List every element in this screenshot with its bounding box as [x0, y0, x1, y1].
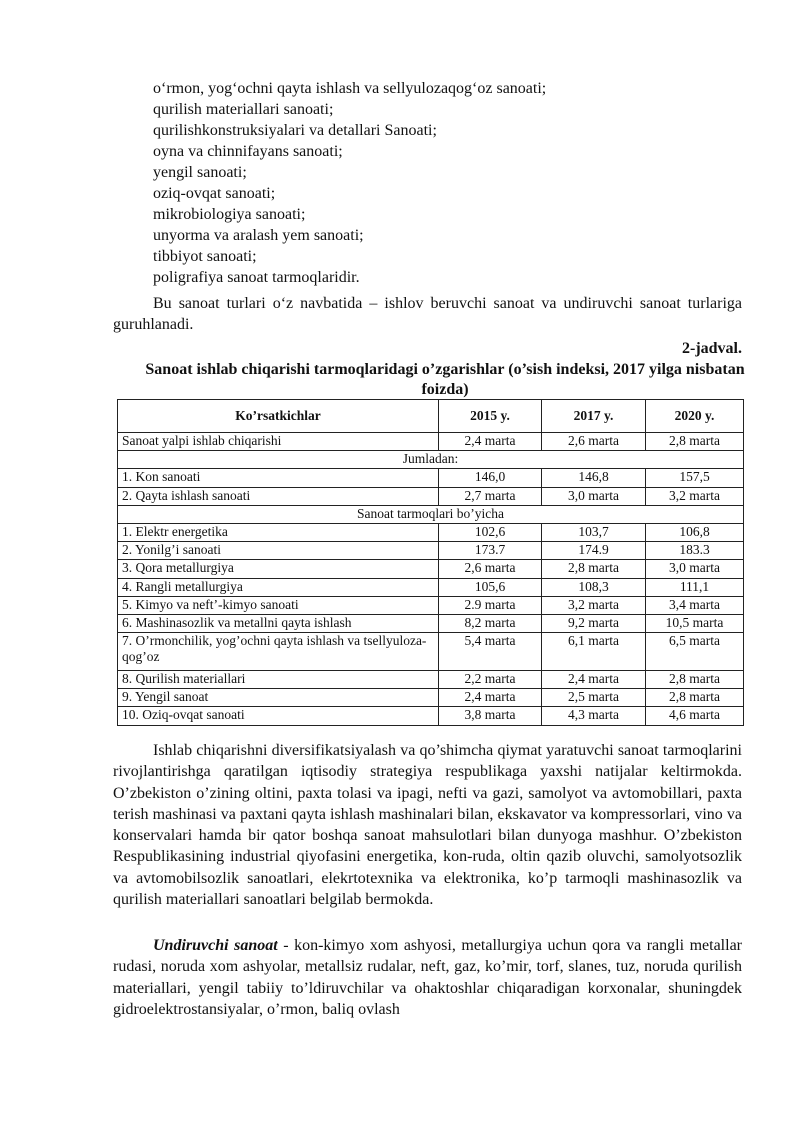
cell-2017: 3,0 marta	[542, 487, 646, 505]
section-label: Jumladan:	[118, 451, 744, 469]
cell-2017: 4,3 marta	[542, 707, 646, 725]
cell-2017: 6,1 marta	[542, 633, 646, 671]
list-item: qurilishkonstruksiyalari va detallari Sanoati;	[153, 122, 437, 139]
cell-2020: 4,6 marta	[646, 707, 744, 725]
row-label: 1. Elektr energetika	[118, 523, 439, 541]
row-label: 2. Qayta ishlash sanoati	[118, 487, 439, 505]
cell-2020: 183.3	[646, 542, 744, 560]
row-label: 7. O’rmonchilik, yog’ochni qayta ishlash va tsellyuloza-qog’oz	[118, 633, 439, 671]
cell-2015: 173.7	[439, 542, 542, 560]
cell-2020: 2,8 marta	[646, 689, 744, 707]
cell-2017: 103,7	[542, 523, 646, 541]
table-row	[118, 614, 744, 632]
paragraph-text: Bu sanoat turlari o‘z navbatida – ishlov beruvchi sanoat va undiruvchi sanoat turlariga guruhlanadi.	[113, 295, 742, 334]
cell-2015: 2,2 marta	[439, 671, 542, 689]
cell-2015: 146,0	[439, 469, 542, 487]
table-row	[118, 523, 744, 541]
cell-2015: 8,2 marta	[439, 614, 542, 632]
list-item: qurilish materiallari sanoati;	[153, 101, 334, 118]
cell-2015: 2,4 marta	[439, 433, 542, 451]
cell-2020: 3,2 marta	[646, 487, 744, 505]
paragraph-groups	[113, 293, 742, 336]
cell-2020: 3,4 marta	[646, 596, 744, 614]
list-item: o‘rmon, yog‘ochni qayta ishlash va sellyulozaqog‘oz sanoati;	[153, 80, 547, 97]
cell-2015: 2,6 marta	[439, 560, 542, 578]
cell-2020: 6,5 marta	[646, 633, 744, 671]
section-label: Sanoat tarmoqlari bo’yicha	[118, 505, 744, 523]
section-row	[118, 505, 744, 523]
row-label: 1. Kon sanoati	[118, 469, 439, 487]
table-title: Sanoat ishlab chiqarishi tarmoqlaridagi o’zgarishlar (o’sish indeksi, 2017 yilga nisbatan foizda)	[145, 361, 745, 398]
row-label: 9. Yengil sanoat	[118, 689, 439, 707]
cell-2015: 102,6	[439, 523, 542, 541]
table-row	[118, 578, 744, 596]
paragraph-text: Ishlab chiqarishni diversifikatsiyalash va qo’shimcha qiymat yaratuvchi sanoat tarmoqlarini rivojlantirishga qaratilgan iqtisodiy strategiya respublikaga yaxshi natijalar keltirmokda. O’zbekiston o’zining oltini, paxta tolasi va ipagi, nefti va gazi, samolyot va avtomobillari, paxta terish mashinasi va paxtani qayta ishlash mashinalari bilan, ekskavator va kompressorlari, vino va konservalari hamda bir qator boshqa sanoat mahsulotlari bilan dunyoga mashhur. O’zbekiston Respublikasining industrial qiyofasini energetika, kon-ruda, oltin qazib oluvchi, samolyotsozlik va avtomobilsozlik sanoatlari, elekrtotexnika va elektronika, ko’p tarmoqli mashinasozlik va qurilish materiallari sanoatlari belgilab bermokda.	[113, 742, 742, 909]
list-item: tibbiyot sanoati;	[153, 248, 257, 265]
cell-2017: 174.9	[542, 542, 646, 560]
header-cell: Ko’rsatkichlar	[118, 400, 439, 433]
industry-list	[153, 78, 753, 288]
table-number: 2-jadval.	[682, 340, 742, 357]
table-row	[118, 433, 744, 451]
row-label: 3. Qora metallurgiya	[118, 560, 439, 578]
table-row	[118, 633, 744, 671]
cell-2015: 2.9 marta	[439, 596, 542, 614]
header-cell: 2020 y.	[646, 400, 744, 433]
table-row	[118, 542, 744, 560]
paragraph-extractive	[113, 935, 742, 1020]
cell-2020: 2,8 marta	[646, 671, 744, 689]
paragraph-diversification	[113, 740, 742, 910]
row-label: 2. Yonilg’i sanoati	[118, 542, 439, 560]
cell-2020: 2,8 marta	[646, 433, 744, 451]
cell-2015: 3,8 marta	[439, 707, 542, 725]
cell-2017: 108,3	[542, 578, 646, 596]
row-label: 5. Kimyo va neft’-kimyo sanoati	[118, 596, 439, 614]
cell-2017: 146,8	[542, 469, 646, 487]
cell-2017: 9,2 marta	[542, 614, 646, 632]
cell-2017: 2,5 marta	[542, 689, 646, 707]
cell-2017: 3,2 marta	[542, 596, 646, 614]
cell-2017: 2,4 marta	[542, 671, 646, 689]
cell-2020: 106,8	[646, 523, 744, 541]
paragraph-text: - kon-kimyo xom ashyosi, metallurgiya uchun qora va rangli metallar rudasi, noruda xom ashyolar, metallsiz rudalar, neft, gaz, ko’mir, torf, slanes, tuz, noruda qurilish materiallari, yengil tabiiy to’ldiruvchilar va ohaktoshlar chiqaradigan korxonalar, shuningdek gidroelektrostansiyalar, o’rmon, baliq ovlash	[113, 937, 743, 1018]
row-label: 4. Rangli metallurgiya	[118, 578, 439, 596]
table-row	[118, 596, 744, 614]
table-row	[118, 487, 744, 505]
table-header-row	[118, 400, 744, 433]
row-label: 8. Qurilish materiallari	[118, 671, 439, 689]
cell-2015: 2,7 marta	[439, 487, 542, 505]
table-row	[118, 560, 744, 578]
cell-2015: 105,6	[439, 578, 542, 596]
cell-2020: 10,5 marta	[646, 614, 744, 632]
row-label: 10. Oziq-ovqat sanoati	[118, 707, 439, 725]
industry-change-table	[117, 399, 744, 726]
table-row	[118, 469, 744, 487]
cell-2020: 157,5	[646, 469, 744, 487]
section-row	[118, 451, 744, 469]
list-item: mikrobiologiya sanoati;	[153, 206, 306, 223]
row-label: 6. Mashinasozlik va metallni qayta ishlash	[118, 614, 439, 632]
cell-2017: 2,6 marta	[542, 433, 646, 451]
cell-2017: 2,8 marta	[542, 560, 646, 578]
cell-2015: 2,4 marta	[439, 689, 542, 707]
table-row	[118, 671, 744, 689]
list-item: oyna va chinnifayans sanoati;	[153, 143, 343, 160]
list-item: oziq-ovqat sanoati;	[153, 185, 276, 202]
list-item: yengil sanoati;	[153, 164, 247, 181]
cell-2020: 3,0 marta	[646, 560, 744, 578]
term-extractive-industry: Undiruvchi sanoat	[153, 937, 278, 954]
cell-2015: 5,4 marta	[439, 633, 542, 671]
list-item: poligrafiya sanoat tarmoqlaridir.	[153, 269, 360, 286]
header-cell: 2017 y.	[542, 400, 646, 433]
table-row	[118, 707, 744, 725]
header-cell: 2015 y.	[439, 400, 542, 433]
row-label: Sanoat yalpi ishlab chiqarishi	[118, 433, 439, 451]
cell-2020: 111,1	[646, 578, 744, 596]
table-row	[118, 689, 744, 707]
list-item: unyorma va aralash yem sanoati;	[153, 227, 364, 244]
